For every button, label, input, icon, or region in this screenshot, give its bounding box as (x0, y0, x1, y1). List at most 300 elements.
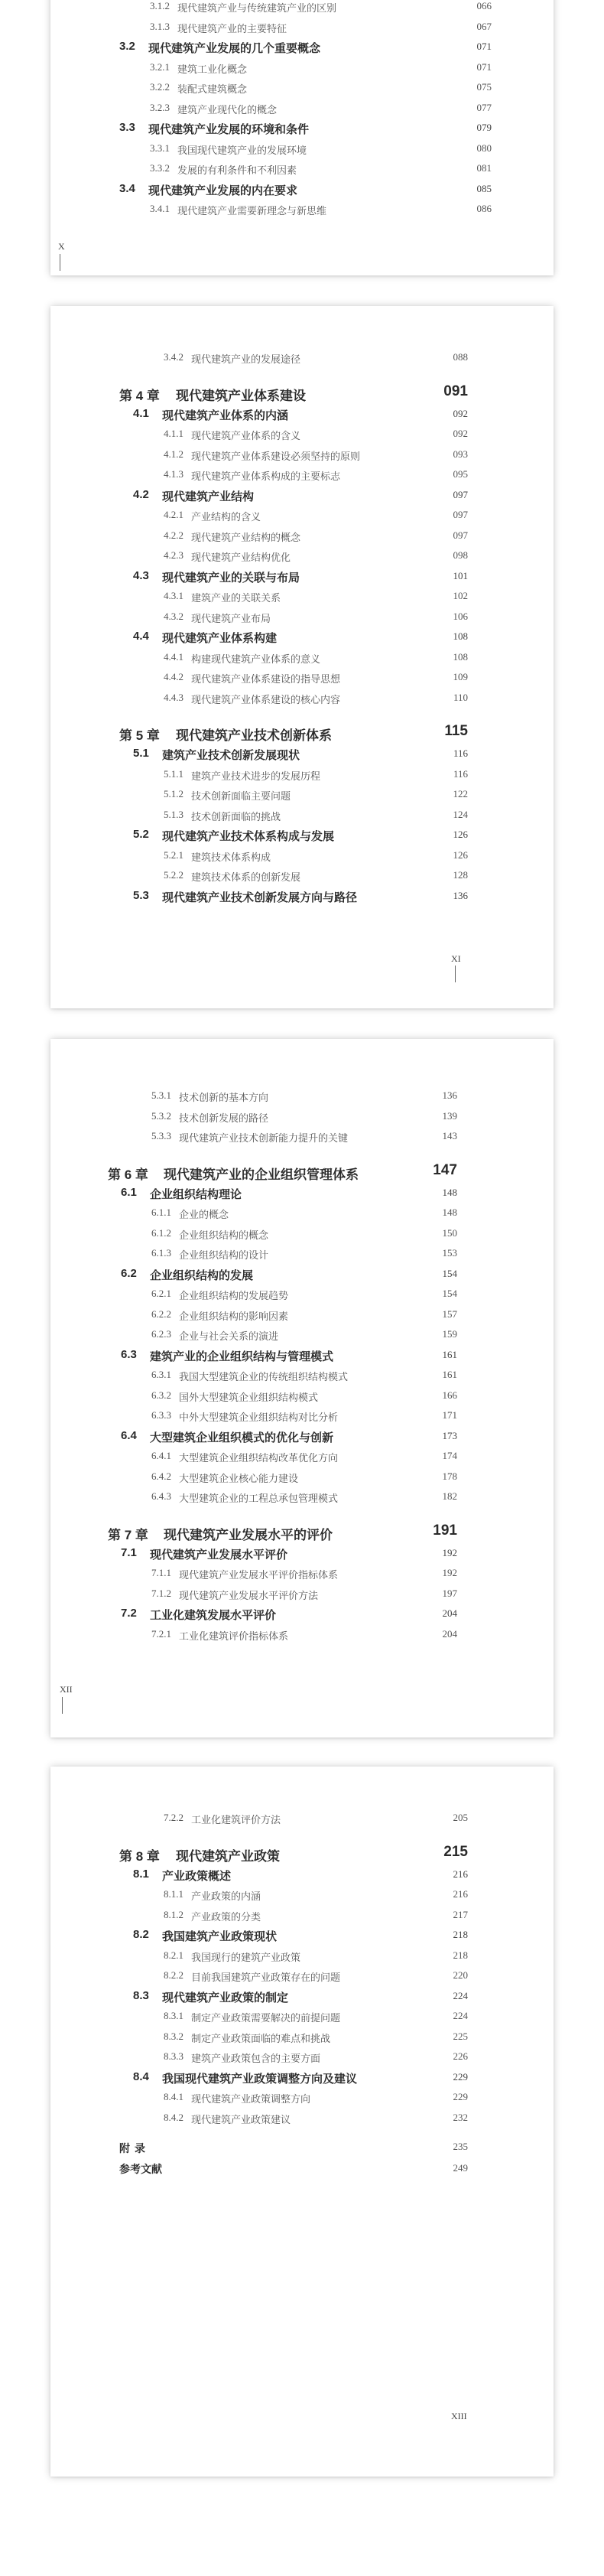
toc-subsection-entry[interactable] (50, 1562, 554, 1583)
toc-subsection-entry[interactable] (50, 1884, 554, 1904)
toc-entry-page-number: 080 (476, 142, 492, 154)
toc-entry-title: 建筑产业现代化的概念 (177, 103, 278, 116)
toc-entry-title: 发展的有利条件和不利因素 (177, 164, 297, 176)
toc-entry-page-number: 148 (442, 1186, 457, 1198)
toc-entry-number: 7.1 (121, 1545, 137, 1559)
toc-entry-title: 建筑产业技术进步的发展历程 (191, 770, 321, 782)
toc-references-entry[interactable] (50, 2158, 554, 2178)
toc-entry-title: 大型建筑企业组织模式的优化与创新 (150, 1431, 334, 1444)
toc-entry-number: 6.2.1 (151, 1288, 171, 1299)
toc-subsection-entry[interactable] (50, 1364, 554, 1385)
toc-subsection-entry[interactable] (50, 464, 554, 484)
toc-entry-title: 现代建筑产业技术创新体系 (176, 728, 332, 743)
toc-entry-title: 工业化建筑评价指标体系 (179, 1630, 289, 1642)
toc-entry-title: 现代建筑产业体系的内涵 (162, 409, 289, 422)
toc-entry-number: 4.3.1 (164, 590, 183, 601)
toc-entry-page-number: 128 (453, 869, 468, 881)
toc-entry-page-number: 097 (453, 509, 468, 520)
toc-subsection-entry[interactable] (50, 1106, 554, 1126)
toc-entry-number: 5.2.1 (164, 848, 183, 861)
toc-entry-title: 现代建筑产业体系建设 (176, 388, 306, 403)
toc-entry-number: 3.4.2 (164, 351, 183, 363)
toc-entry-page-number: 148 (442, 1207, 457, 1218)
toc-entry-number: 8.3 (133, 1988, 149, 2002)
toc-entry-number: 8.3.3 (164, 2050, 183, 2062)
toc-entry-number: 4.4 (133, 630, 149, 643)
toc-entry-number: 5.1.1 (164, 767, 183, 780)
toc-entry-title: 产业政策的内涵 (191, 1890, 261, 1902)
toc-entry-title: 我国建筑产业政策现状 (162, 1930, 278, 1943)
toc-entry-page-number: 218 (453, 1929, 468, 1940)
toc-entry-title: 现代建筑产业政策的制定 (162, 1991, 289, 2004)
toc-entry-page-number: 122 (453, 788, 468, 800)
toc-subsection-entry[interactable] (50, 585, 554, 606)
toc-entry-page-number: 235 (453, 2141, 468, 2152)
toc-entry-page-number: 075 (476, 81, 492, 93)
toc-entry-number: 8.4 (133, 2070, 149, 2083)
toc-entry-number: 4.1 (133, 406, 149, 420)
toc-subsection-entry[interactable] (50, 1125, 554, 1146)
toc-entry-page-number: 067 (476, 20, 492, 32)
toc-entry-title: 产业结构的含义 (191, 511, 261, 523)
toc-entry-page-number: 101 (453, 569, 468, 581)
toc-entry-title: 我国现代建筑产业的发展环境 (177, 144, 307, 156)
toc-chapter-entry[interactable] (50, 1153, 554, 1182)
toc-entry-number: 6.4 (121, 1428, 137, 1442)
toc-entry-title: 现代建筑产业发展水平评价 (150, 1548, 288, 1562)
toc-subsection-entry[interactable] (50, 2086, 554, 2107)
toc-entry-number: 6.4.2 (151, 1470, 171, 1482)
toc-entry-number: 6.1 (121, 1185, 137, 1199)
toc-entry-title: 我国现代建筑产业政策调整方向及建议 (162, 2072, 358, 2086)
toc-subsection-entry[interactable] (50, 1405, 554, 1425)
toc-entry-page-number: 095 (453, 468, 468, 480)
toc-subsection-entry[interactable] (50, 504, 554, 525)
toc-entry-page-number: 088 (453, 351, 468, 363)
toc-entry-page-number: 108 (453, 650, 468, 663)
toc-entry-number: 7.2.2 (164, 1812, 183, 1823)
page-folio: XII (60, 1684, 73, 1695)
toc-subsection-entry[interactable] (50, 687, 554, 708)
toc-subsection-entry[interactable] (50, 1623, 554, 1644)
toc-subsection-entry[interactable] (50, 545, 554, 565)
toc-subsection-entry[interactable] (50, 138, 554, 158)
toc-entry-title: 现代建筑产业发展的环境和条件 (148, 123, 310, 136)
toc-section-entry[interactable] (50, 885, 554, 906)
toc-subsection-entry[interactable] (50, 347, 554, 367)
page-folio: XIII (451, 2411, 467, 2421)
toc-subsection-entry[interactable] (50, 2046, 554, 2066)
toc-entry-page-number: 220 (453, 1969, 468, 1981)
toc-entry-title: 建筑产业政策包含的主要方面 (191, 2053, 321, 2064)
toc-subsection-entry[interactable] (50, 1945, 554, 1965)
toc-page-xii (50, 1039, 554, 1737)
toc-entry-page-number: 115 (444, 723, 468, 739)
toc-subsection-entry[interactable] (50, 1466, 554, 1487)
toc-entry-title: 国外大型建筑企业组织结构模式 (179, 1391, 319, 1403)
toc-subsection-entry[interactable] (50, 77, 554, 97)
toc-section-entry[interactable] (50, 403, 554, 424)
toc-entry-title: 技术创新发展的路径 (179, 1112, 269, 1124)
toc-entry-title: 目前我国建筑产业政策存在的问题 (191, 1972, 341, 1983)
toc-entry-number: 第 7 章 (108, 1527, 148, 1542)
toc-entry-number: 6.3.3 (151, 1409, 171, 1421)
toc-chapter-entry[interactable] (50, 714, 554, 743)
page-folio: X (58, 241, 65, 252)
toc-entry-number: 6.2.3 (151, 1328, 171, 1340)
toc-subsection-entry[interactable] (50, 1486, 554, 1506)
toc-list (50, 1807, 554, 2178)
toc-entry-page-number: 093 (453, 448, 468, 460)
toc-section-entry[interactable] (50, 484, 554, 505)
toc-subsection-entry[interactable] (50, 423, 554, 444)
toc-entry-number: 4.1.2 (164, 448, 183, 460)
toc-entry-title: 企业组织结构理论 (150, 1187, 242, 1201)
toc-entry-title: 现代建筑产业体系构建 (162, 632, 278, 645)
toc-section-entry[interactable] (50, 824, 554, 845)
toc-entry-number: 3.2.2 (150, 81, 170, 93)
toc-entry-page-number: 108 (453, 630, 468, 642)
toc-section-entry[interactable] (50, 1182, 554, 1203)
toc-entry-title: 大型建筑企业核心能力建设 (179, 1472, 299, 1484)
toc-entry-title: 现代建筑产业结构的概念 (191, 531, 301, 543)
toc-entry-number: 5.3.2 (151, 1109, 171, 1122)
toc-section-entry[interactable] (50, 1542, 554, 1563)
toc-entry-title: 现代建筑产业发展水平评价方法 (179, 1589, 319, 1601)
toc-subsection-entry[interactable] (50, 0, 554, 16)
toc-entry-number: 8.2 (133, 1928, 149, 1941)
toc-entry-page-number: 166 (442, 1389, 457, 1401)
toc-section-entry[interactable] (50, 743, 554, 764)
toc-entry-page-number: 097 (453, 488, 468, 500)
toc-entry-page-number: 079 (476, 122, 492, 133)
toc-entry-page-number: 216 (453, 1888, 468, 1900)
toc-entry-number: 8.3.2 (164, 2030, 183, 2042)
toc-entry-title: 构建现代建筑产业体系的意义 (191, 653, 321, 665)
toc-entry-title: 现代建筑产业布局 (191, 612, 271, 624)
toc-entry-page-number: 126 (453, 848, 468, 861)
toc-entry-number: 3.1.3 (150, 20, 170, 32)
toc-entry-title: 现代建筑产业发展的内在要求 (148, 184, 298, 197)
toc-entry-title: 现代建筑产业的企业组织管理体系 (164, 1167, 359, 1182)
toc-section-entry[interactable] (50, 626, 554, 646)
toc-entry-title: 现代建筑产业技术创新能力提升的关键 (179, 1132, 349, 1144)
toc-section-entry[interactable] (50, 1263, 554, 1284)
toc-entry-number: 5.3.1 (151, 1089, 171, 1101)
toc-entry-number: 4.3.2 (164, 610, 183, 622)
toc-entry-number: 7.2 (121, 1607, 137, 1620)
toc-entry-number: 3.2.1 (150, 60, 170, 73)
toc-section-entry[interactable] (50, 36, 554, 57)
toc-subsection-entry[interactable] (50, 158, 554, 178)
toc-section-entry[interactable] (50, 1864, 554, 1884)
toc-entry-title: 现代建筑产业结构 (162, 490, 255, 503)
toc-entry-title: 建筑产业的企业组织结构与管理模式 (150, 1350, 334, 1363)
toc-entry-title: 中外大型建筑企业组织结构对比分析 (179, 1412, 339, 1423)
toc-entry-title: 企业的概念 (179, 1209, 229, 1220)
toc-entry-number: 6.2 (121, 1266, 137, 1280)
toc-entry-number: 6.3.1 (151, 1369, 171, 1380)
toc-entry-number: 5.1.3 (164, 808, 183, 820)
toc-entry-title: 现代建筑产业政策建议 (191, 2113, 291, 2125)
toc-entry-title: 现代建筑产业发展水平评价指标体系 (179, 1569, 339, 1581)
toc-subsection-entry[interactable] (50, 1085, 554, 1106)
toc-entry-title: 企业组织结构的发展趋势 (179, 1290, 289, 1301)
toc-entry-title: 产业政策的分类 (191, 1910, 261, 1923)
toc-subsection-entry[interactable] (50, 444, 554, 464)
toc-entry-page-number: 098 (453, 549, 468, 561)
toc-entry-title: 现代建筑产业政策 (176, 1848, 280, 1864)
toc-entry-title: 现代建筑产业发展水平的评价 (164, 1527, 333, 1542)
toc-entry-number: 8.1.2 (164, 1908, 183, 1920)
toc-entry-title: 企业组织结构的发展 (150, 1268, 254, 1282)
toc-entry-title: 大型建筑企业组织结构改革优化方向 (179, 1452, 339, 1464)
toc-entry-page-number: 066 (476, 0, 492, 11)
toc-entry-page-number: 071 (476, 41, 492, 52)
toc-entry-number: 3.2 (119, 40, 135, 53)
toc-entry-title: 大型建筑企业的工程总承包管理模式 (179, 1493, 339, 1504)
toc-entry-title: 产业政策概述 (162, 1869, 232, 1883)
toc-entry-number: 4.4.2 (164, 671, 183, 682)
toc-entry-number: 第 5 章 (119, 728, 160, 743)
toc-entry-number: 3.1.2 (150, 0, 170, 11)
toc-page-xiii (50, 1767, 554, 2477)
toc-subsection-entry[interactable] (50, 865, 554, 885)
toc-subsection-entry[interactable] (50, 525, 554, 545)
toc-entry-number: 6.4.3 (151, 1490, 171, 1502)
toc-section-entry[interactable] (50, 117, 554, 138)
toc-entry-title: 现代建筑产业的关联与布局 (162, 571, 300, 585)
toc-entry-title: 企业组织结构的概念 (179, 1229, 269, 1241)
toc-entry-title: 我国现行的建筑产业政策 (191, 1951, 301, 1963)
toc-subsection-entry[interactable] (50, 16, 554, 37)
toc-list (50, 347, 554, 905)
toc-entry-title: 工业化建筑评价方法 (191, 1814, 281, 1825)
toc-entry-title: 建筑技术体系的创新发展 (191, 871, 301, 883)
toc-entry-title: 技术创新面临主要问题 (191, 790, 291, 802)
toc-entry-page-number: 229 (453, 2070, 468, 2083)
toc-entry-page-number: 218 (453, 1949, 468, 1961)
toc-entry-page-number: 139 (442, 1109, 457, 1122)
toc-subsection-entry[interactable] (50, 845, 554, 865)
toc-entry-number: 第 6 章 (108, 1167, 148, 1182)
toc-subsection-entry[interactable] (50, 783, 554, 804)
toc-entry-number: 7.2.1 (151, 1627, 171, 1640)
toc-section-entry[interactable] (50, 178, 554, 199)
toc-entry-title: 建筑产业技术创新发展现状 (162, 749, 300, 762)
toc-entry-page-number: 116 (453, 747, 468, 759)
toc-entry-page-number: 197 (442, 1587, 457, 1599)
toc-entry-title: 企业与社会关系的演进 (179, 1330, 279, 1342)
toc-entry-page-number: 116 (453, 767, 468, 780)
toc-entry-page-number: 143 (442, 1130, 457, 1141)
toc-entry-number: 4.2.3 (164, 549, 183, 561)
toc-entry-title: 制定产业政策需要解决的前提问题 (191, 2012, 341, 2024)
toc-entry-page-number: 204 (442, 1607, 457, 1619)
toc-section-entry[interactable] (50, 1603, 554, 1623)
toc-subsection-entry[interactable] (50, 198, 554, 219)
toc-entry-title: 建筑工业化概念 (177, 63, 248, 75)
toc-entry-page-number: 249 (453, 2162, 468, 2174)
toc-entry-title: 现代建筑产业技术体系构成与发展 (162, 830, 335, 843)
toc-entry-page-number: 178 (442, 1470, 457, 1482)
toc-entry-page-number: 110 (453, 691, 468, 703)
toc-subsection-entry[interactable] (50, 666, 554, 687)
toc-subsection-entry[interactable] (50, 97, 554, 118)
toc-entry-page-number: 159 (442, 1328, 457, 1340)
toc-page-xi (50, 306, 554, 1008)
toc-entry-title: 建筑技术体系构成 (191, 851, 271, 863)
folio-rule (62, 1697, 63, 1714)
toc-entry-page-number: 136 (442, 1089, 457, 1101)
toc-entry-number: 6.3 (121, 1347, 137, 1361)
toc-entry-number: 3.4 (119, 181, 135, 195)
toc-entry-number: 8.3.1 (164, 2010, 183, 2021)
toc-subsection-entry[interactable] (50, 1583, 554, 1604)
toc-entry-page-number: 077 (476, 101, 492, 113)
toc-subsection-entry[interactable] (50, 2026, 554, 2047)
toc-entry-number: 第 4 章 (119, 388, 160, 403)
toc-subsection-entry[interactable] (50, 1904, 554, 1925)
toc-subsection-entry[interactable] (50, 1223, 554, 1243)
toc-entry-title: 现代建筑产业体系建设的指导思想 (191, 673, 341, 685)
toc-entry-page-number: 173 (442, 1429, 457, 1441)
toc-entry-page-number: 174 (442, 1450, 457, 1461)
toc-entry-page-number: 092 (453, 428, 468, 439)
toc-entry-number: 5.1.2 (164, 788, 183, 800)
toc-entry-page-number: 147 (433, 1161, 457, 1178)
toc-entry-title: 建筑产业的关联关系 (191, 592, 281, 604)
toc-entry-number: 8.2.2 (164, 1969, 183, 1981)
toc-entry-page-number: 126 (453, 829, 468, 840)
toc-entry-title: 企业组织结构的影响因素 (179, 1310, 289, 1322)
toc-entry-page-number: 217 (453, 1908, 468, 1920)
toc-entry-title: 技术创新的基本方向 (179, 1092, 269, 1103)
toc-entry-number: 4.2.1 (164, 509, 183, 520)
toc-subsection-entry[interactable] (50, 1283, 554, 1304)
toc-chapter-entry[interactable] (50, 1513, 554, 1542)
toc-entry-number: 7.1.1 (151, 1567, 171, 1578)
toc-entry-number: 4.3 (133, 568, 149, 582)
toc-entry-number: 3.3.2 (150, 162, 170, 174)
toc-entry-page-number: 229 (453, 2091, 468, 2102)
toc-section-entry[interactable] (50, 565, 554, 586)
toc-entry-page-number: 086 (476, 203, 492, 214)
toc-entry-page-number: 204 (442, 1627, 457, 1640)
toc-section-entry[interactable] (50, 1344, 554, 1365)
toc-entry-number: 4.2.2 (164, 529, 183, 541)
toc-entry-number: 4.2 (133, 487, 149, 501)
toc-entry-title: 制定产业政策面临的难点和挑战 (191, 2032, 331, 2044)
toc-subsection-entry[interactable] (50, 804, 554, 825)
toc-entry-page-number: 109 (453, 671, 468, 682)
toc-subsection-entry[interactable] (50, 1202, 554, 1223)
toc-entry-page-number: 102 (453, 590, 468, 601)
toc-entry-title: 附录 (119, 2142, 150, 2154)
toc-entry-number: 6.1.3 (151, 1247, 171, 1259)
toc-subsection-entry[interactable] (50, 1385, 554, 1405)
toc-chapter-entry[interactable] (50, 374, 554, 403)
toc-list (50, 0, 554, 219)
toc-entry-page-number: 124 (453, 808, 468, 820)
toc-entry-page-number: 205 (453, 1812, 468, 1823)
toc-entry-number: 6.4.1 (151, 1450, 171, 1461)
toc-subsection-entry[interactable] (50, 2107, 554, 2128)
toc-subsection-entry[interactable] (50, 764, 554, 784)
toc-entry-number: 3.3.1 (150, 142, 170, 154)
toc-section-entry[interactable] (50, 1425, 554, 1446)
toc-entry-page-number: 215 (443, 1843, 468, 1860)
toc-entry-number: 6.1.2 (151, 1226, 171, 1239)
toc-entry-number: 8.2.1 (164, 1949, 183, 1961)
toc-entry-title: 我国大型建筑企业的传统组织结构模式 (179, 1371, 349, 1382)
toc-entry-title: 现代建筑产业政策调整方向 (191, 2093, 311, 2105)
toc-entry-title: 装配式建筑概念 (177, 83, 248, 95)
toc-page-x (50, 0, 554, 275)
toc-section-entry[interactable] (50, 1924, 554, 1945)
toc-subsection-entry[interactable] (50, 1807, 554, 1828)
toc-entry-number: 6.3.2 (151, 1389, 171, 1401)
toc-entry-page-number: 182 (442, 1490, 457, 1502)
toc-entry-number: 5.1 (133, 747, 149, 760)
toc-entry-number: 8.4.2 (164, 2111, 183, 2123)
toc-entry-number: 8.1 (133, 1867, 149, 1881)
toc-entry-page-number: 225 (453, 2030, 468, 2042)
toc-entry-page-number: 161 (442, 1369, 457, 1380)
toc-entry-number: 第 8 章 (119, 1848, 160, 1864)
toc-subsection-entry[interactable] (50, 57, 554, 77)
toc-section-entry[interactable] (50, 2066, 554, 2087)
toc-list (50, 1085, 554, 1643)
toc-entry-number: 8.4.1 (164, 2091, 183, 2102)
toc-entry-page-number: 106 (453, 610, 468, 622)
toc-entry-title: 现代建筑产业技术创新发展方向与路径 (162, 891, 358, 904)
toc-entry-title: 现代建筑产业体系建设的核心内容 (191, 693, 341, 705)
toc-entry-title: 现代建筑产业的主要特征 (177, 22, 287, 34)
toc-entry-page-number: 081 (476, 162, 492, 174)
toc-entry-page-number: 224 (453, 1989, 468, 2001)
toc-entry-number: 6.1.1 (151, 1207, 171, 1218)
toc-subsection-entry[interactable] (50, 1242, 554, 1263)
toc-entry-page-number: 224 (453, 2010, 468, 2021)
toc-chapter-entry[interactable] (50, 1835, 554, 1864)
folio-rule (455, 966, 456, 982)
toc-subsection-entry[interactable] (50, 1445, 554, 1466)
toc-entry-number: 4.1.3 (164, 468, 183, 480)
toc-entry-title: 现代建筑产业体系的含义 (191, 430, 301, 441)
toc-entry-page-number: 097 (453, 529, 468, 541)
toc-appendix-entry[interactable] (50, 2135, 554, 2158)
toc-entry-title: 现代建筑产业的发展途径 (191, 353, 301, 365)
toc-subsection-entry[interactable] (50, 646, 554, 667)
toc-entry-page-number: 216 (453, 1868, 468, 1880)
toc-entry-page-number: 150 (442, 1226, 457, 1239)
toc-entry-page-number: 136 (453, 889, 468, 901)
toc-entry-page-number: 154 (442, 1288, 457, 1299)
toc-entry-title: 现代建筑产业结构优化 (191, 552, 291, 563)
toc-subsection-entry[interactable] (50, 2005, 554, 2026)
toc-entry-number: 3.2.3 (150, 101, 170, 113)
toc-entry-page-number: 153 (442, 1247, 457, 1259)
toc-entry-page-number: 071 (476, 60, 492, 73)
toc-subsection-entry[interactable] (50, 1965, 554, 1985)
toc-entry-number: 5.2 (133, 828, 149, 841)
toc-subsection-entry[interactable] (50, 1304, 554, 1324)
toc-entry-title: 技术创新面临的挑战 (191, 810, 281, 822)
toc-subsection-entry[interactable] (50, 1324, 554, 1344)
toc-subsection-entry[interactable] (50, 606, 554, 627)
toc-section-entry[interactable] (50, 1985, 554, 2006)
